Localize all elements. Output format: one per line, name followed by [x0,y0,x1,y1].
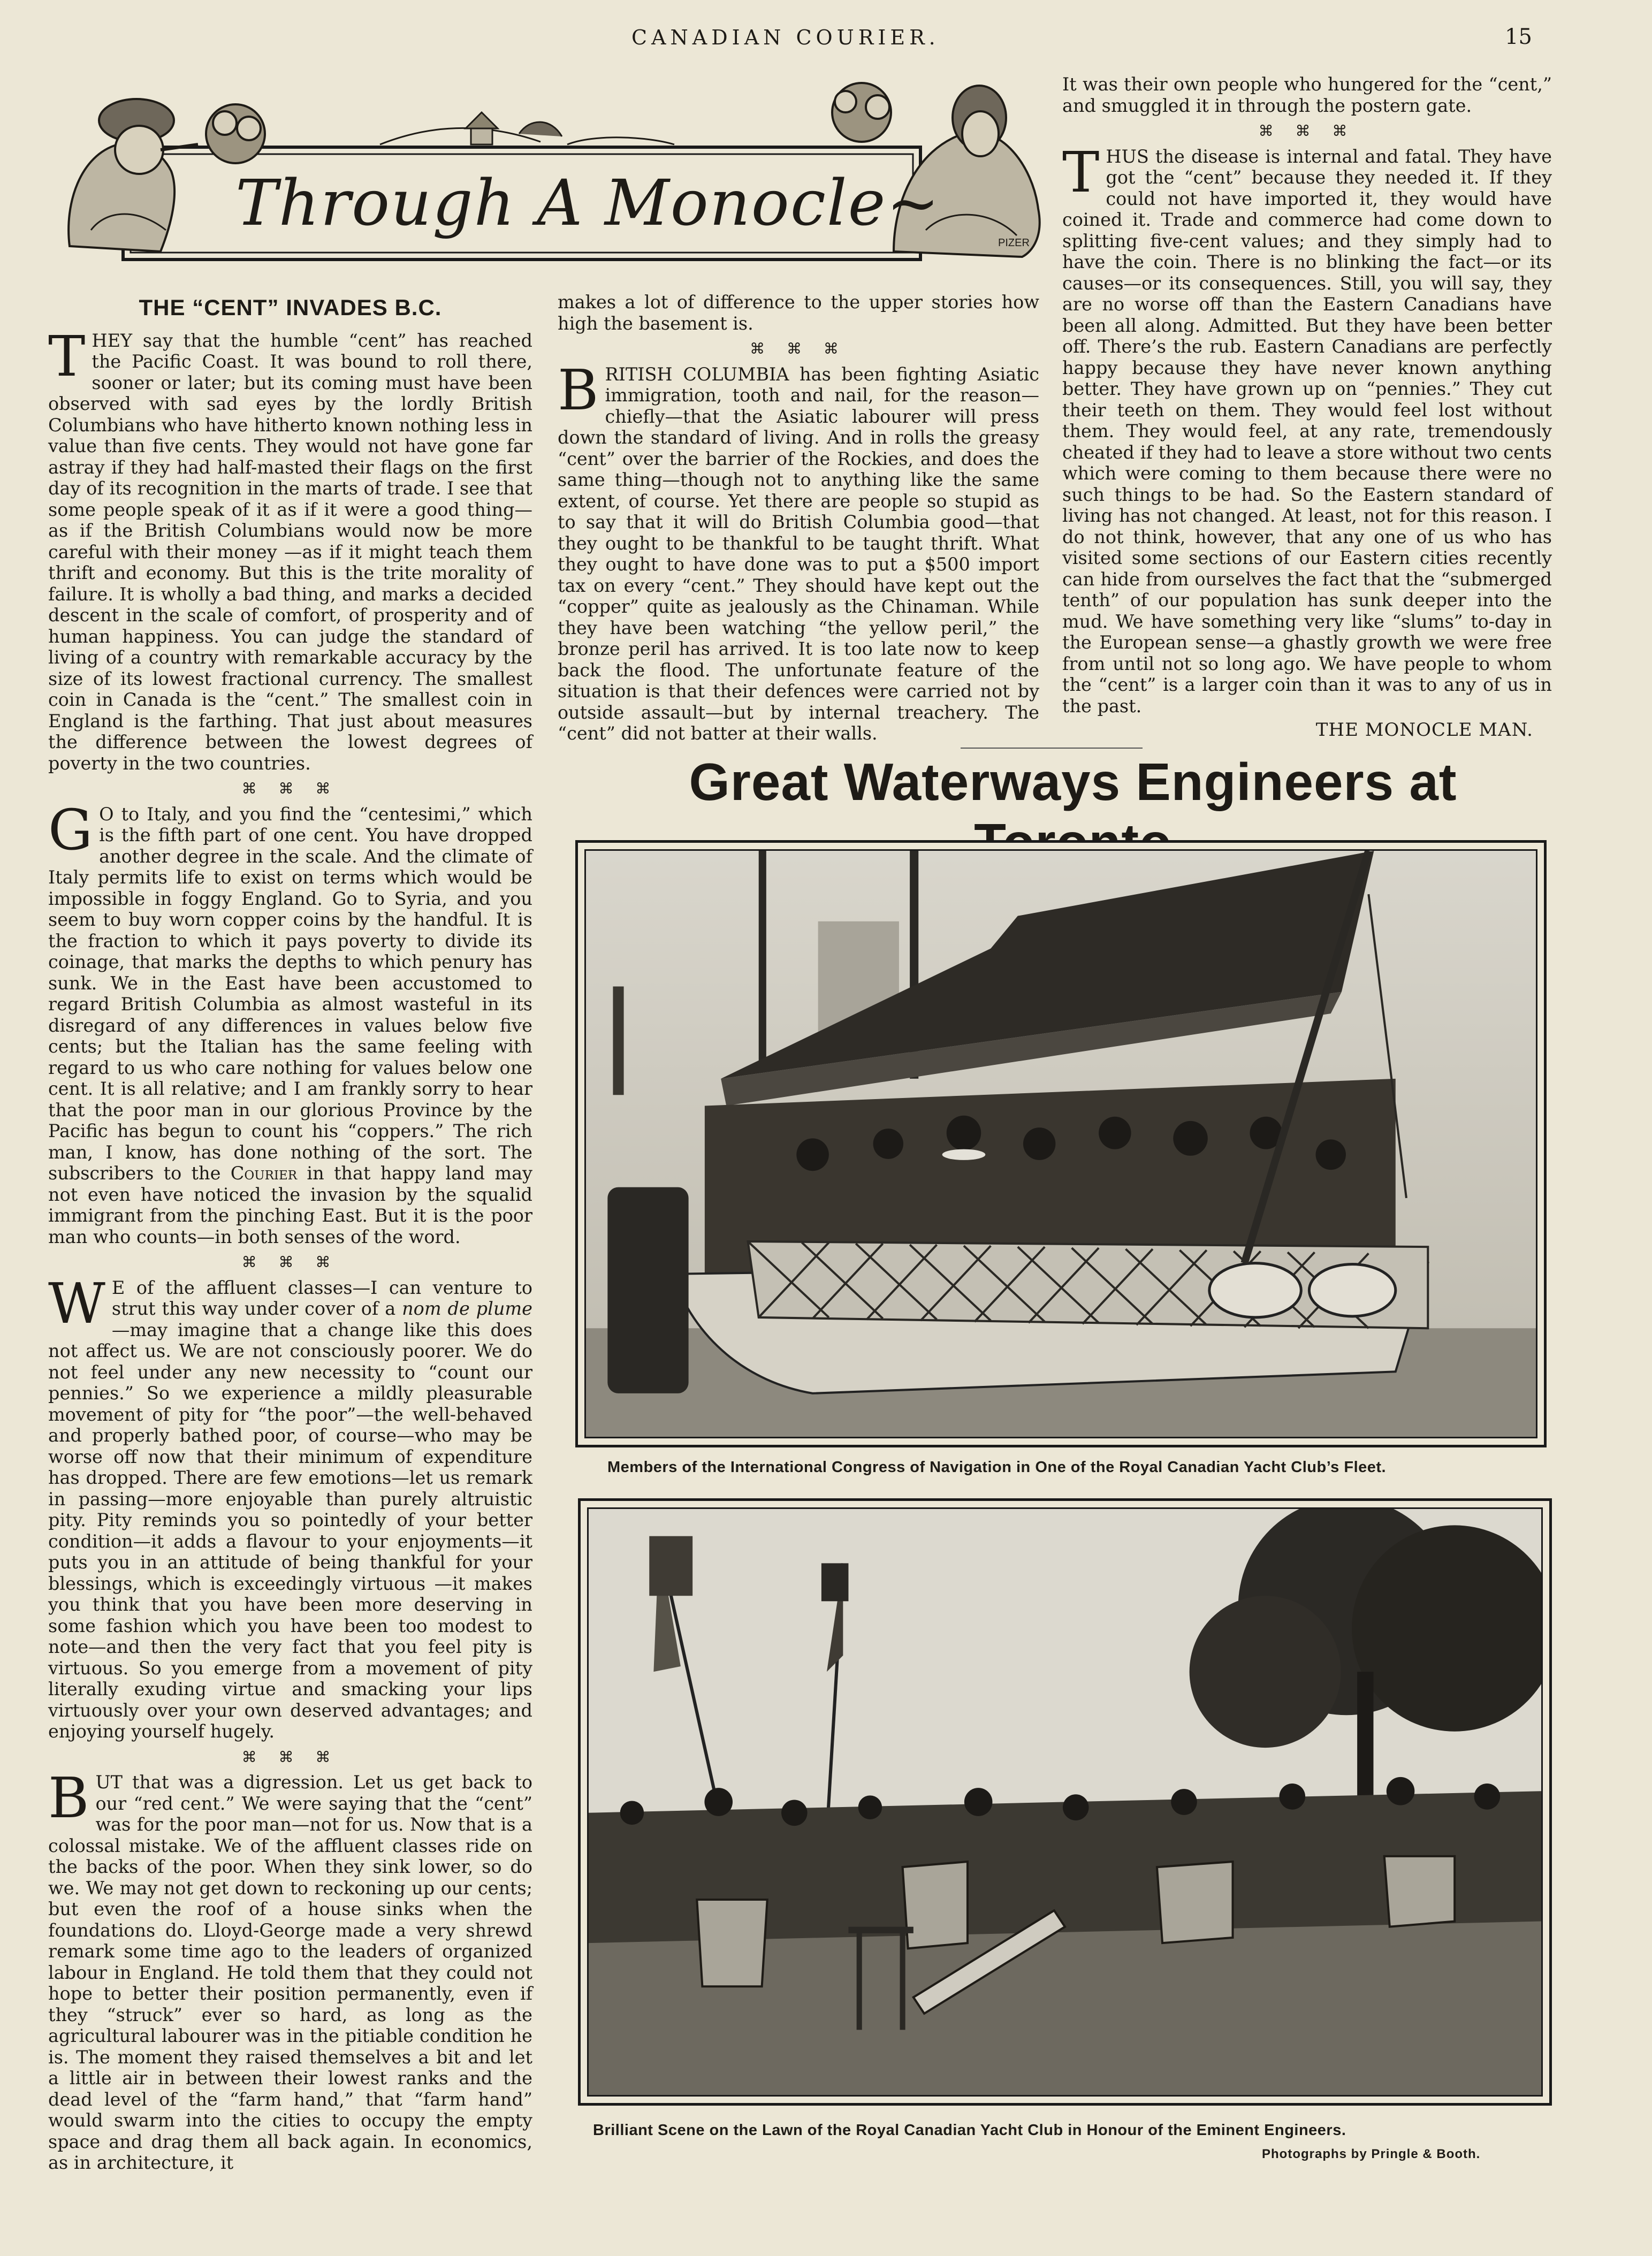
section-asterism: ⌘ ⌘ ⌘ [241,780,339,797]
paragraph-text: UT that was a digression. Let us get back to our “red cent.” We were saying that the “cent” was for the poor man—not for us. Now that is a colossal mistake. We of the affluent classes ride on the backs of the poor. When they sink lower, so do we. We may not get down to reckoning up our cents; but even the roof of a house sinks when the foundations do. Lloyd-George made a very shrewd remark some time ago to the leaders of organized labour in England. He told them that they could not hope to better their position permanently, even if they “struck” ever so hard, as long as the agricultural labourer was in the pitiable condition he is. The moment they raised themselves a bit and let a little air in between their lowest ranks and the dead level of the “farm hand,” that “farm hand” would swarm into the cities to occupy the empty space and drag them all back again. In economics, as in architecture, it [48,1772,532,2173]
paragraph-thus [1062,139,1552,717]
drop-cap: B [48,1765,89,1831]
paragraph-text: in that happy land may not even have noticed the invasion by the squalid immigrant from the pinching East. But it is the poor man who counts—in both senses of the word. [48,1163,532,1247]
feature-title: Great Waterways Engineers at [689,752,1457,811]
paragraph-british-columbia [558,357,1039,744]
article-column-3 [1062,74,1552,741]
paragraph-text: HUS the disease is internal and fatal. They have got the “cent” because they needed it. If they could not have imported it, they would have coined it. Trade and commerce had come down to splitting five-cent values; and they simply had to have the coin. There is no blinking the fact—or its causes—or its consequences. Still, you will say, they are no worse off than the Eastern Canadians have been all along. Admitted. But they have been better off. There’s the rub. Eastern Canadians are perfectly happy because they have never known anything better. They have grown up on “pennies.” They cut their teeth on them. They would feel lost without them. They would feel, at any rate, tremendously cheated if they had to leave a store without two cents which were coming to them because there were no such things to be had. So the Eastern standard of living has not changed. At least, not for this reason. I do not think, however, that any one of us who has visited some sections of our Eastern cities recently can hide from ourselves the fact that the “submerged tenth” of our population has sunk deeper into the mud. We have something very like “slums” to-day in the European sense—a ghastly growth we were free from until not so long ago. We have people to whom the “cent” is a larger coin than it was to any of us in the past. [1062,146,1552,717]
paragraph-text: HEY say that the humble “cent” has reached the Pacific Coast. It was bound to roll there, sooner or later; but its coming must have been observed with sad eyes by the lordly British Columbians who have hitherto known nothing less in value than five cents. They would not have gone far astray if they had half-masted their flags on the first day of its recognition in the marts of trade. I see that some people speak of it as if it were a good thing—as if the British Columbians would now be more careful with their money —as if it might teach them thrift and economy. But this is the trite morality of failure. It is wholly a bad thing, and marks a decided descent in the scale of comfort, of prosperity and of human happiness. You can judge the standard of living of a country with remarkable accuracy by the size of its lowest fractional currency. The smallest coin in Canada is the “cent.” The smallest coin in England is the farthing. That just about measures the difference between the lowest degrees of poverty in the two countries. [48,330,532,774]
masthead-title: Through A Monocle~ [235,166,941,240]
italic-phrase: nom de plume [402,1298,532,1319]
section-asterism: ⌘ ⌘ ⌘ [241,1253,339,1271]
article-headline: THE “CENT” INVADES B.C. [139,295,442,320]
paragraph-text: O to Italy, and you find the “centesimi,” which is the fifth part of one cent. You have dropped another degree in the scale. And the climate of Italy permits life to exist on terms which would be impossible in foggy England. Go to Syria, and you seem to buy worn copper coins by the handful. It is the fraction to which it pays poverty to divide its coinage, that marks the depths to which penury has sunk. We in the East have been accustomed to regard British Columbia as almost wasteful in its disregard of any differences in values below five cents; but the Italian has the same feeling with regard to us who care nothing for values below one cent. It is all relative; and I am frankly sorry to hear that the poor man in our glorious Province by the Pacific has begun to count his “coppers.” The rich man, I know, has done nothing of the sort. The subscribers to the [48,803,532,1184]
paragraph-text: —may imagine that a change like this does not affect us. We are not consciously poorer. We do not feel under any new necessity to “count our pennies.” So we experience a mildly pleasurable movement of pity for “the poor”—the well-behaved and properly bathed poor, of course—who may be worse off now that their minimum of expenditure has dropped. There are few emotions—let us remark in passing—more enjoyable than purely altruistic pity. Pity reminds you so pointedly of your better condition—it adds a flavour to your enjoyments—it puts you in an attitude of being thankful for your blessings, which is exceedingly virtuous —it makes you think that you have been more deserving in some fashion which you have been too modest to note—and then the very fact that you feel pity is virtuous. So you emerge from a movement of pity literally exuding virtue and smacking your lips virtuously over your own deserved advantages; and enjoying yourself hugely. [48,1319,532,1742]
paragraph-continued: It was their own people who hungered for the “cent,” and smuggled it in through the postern gate. [1062,74,1552,116]
paragraph-3 [48,1270,532,1742]
drop-cap: B [558,357,599,423]
masthead-banner [59,70,1060,281]
article-column-2 [558,292,1039,744]
running-header: CANADIAN COURIER. [631,26,940,49]
photo-credit: Photographs by Pringle & Booth. [1262,2147,1481,2161]
photo-lawn [587,1507,1543,2097]
photo-caption-yacht: Members of the International Congress of Navigation in One of the Royal Canadian Yacht Club’s Fleet. [607,1459,1387,1476]
section-asterism: ⌘ ⌘ ⌘ [750,340,847,357]
photo-yacht [584,849,1537,1438]
section-asterism: ⌘ ⌘ ⌘ [1258,122,1356,140]
paragraph-4 [48,1765,532,2174]
paragraph-text: E of the affluent classes—I can venture to strut this way under cover of a [111,1277,532,1319]
page-number: 15 [1505,25,1532,49]
section-asterism: ⌘ ⌘ ⌘ [241,1748,339,1766]
yacht-photo-illustration [586,851,1536,1437]
courier-name: Courier [230,1163,298,1184]
paragraph-text: RITISH COLUMBIA has been fighting Asiatic immigration, tooth and nail, for the reason—chiefly—that the Asiatic labourer will press down the standard of living. And in rolls the greasy “cent” over the barrier of the Rockies, and does the same thing—though not to anything like the same extent, of course. Yet there are people so stupid as to say that it will do British Columbia good—that they ought to be thankful to be taught thrift. What they ought to have done was to put a $500 import tax on every “cent.” They should have kept out the “copper” quite as jealously as the Chinaman. While they have been watching “the yellow peril,” the bronze peril has arrived. It is too late now to keep back the flood. The unfortunate feature of the situation is that their defences were carried not by outside assault—but by internal treachery. The “cent” did not batter at their walls. [558,363,1039,744]
drop-cap: T [48,323,86,389]
artist-signature: PIZER [998,237,1030,249]
paragraph-1 [48,323,532,774]
article-column-1 [48,292,532,2174]
lawn-photo-illustration [589,1509,1541,2095]
photo-frame-lawn [578,1498,1552,2106]
paragraph-2 [48,797,532,1248]
divider-rule [961,748,1143,749]
photo-caption-lawn: Brilliant Scene on the Lawn of the Royal Canadian Yacht Club in Honour of the Eminent Engineers. [593,2122,1346,2139]
paragraph-continued: makes a lot of difference to the upper stories how high the basement is. [558,292,1039,334]
drop-cap: W [48,1270,105,1336]
drop-cap: T [1062,139,1100,205]
photo-frame-yacht [575,840,1547,1447]
author-signature: THE MONOCLE MAN. [1315,719,1533,741]
drop-cap: G [48,797,93,863]
